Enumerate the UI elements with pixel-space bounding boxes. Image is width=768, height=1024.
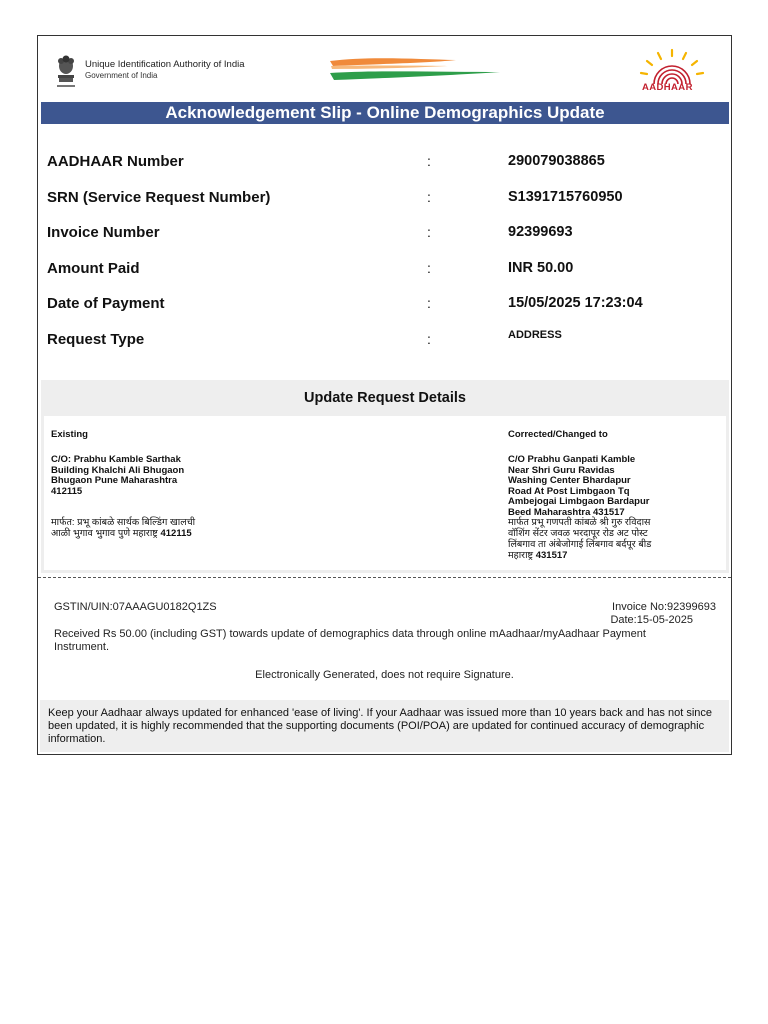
field-label: AADHAAR Number: [47, 153, 184, 170]
gstin: GSTIN/UIN:07AAAGU0182Q1ZS: [54, 601, 217, 613]
invoice-date: Date:15-05-2025: [610, 614, 693, 626]
invoice-number-row: [47, 224, 721, 244]
update-request-section: [41, 380, 729, 573]
invoice-no: Invoice No:92399693: [612, 601, 716, 613]
acknowledgement-slip: [37, 35, 732, 755]
field-label: Invoice Number: [47, 224, 160, 241]
request-type-value: ADDRESS: [508, 329, 562, 341]
payment-received-text: Received Rs 50.00 (including GST) towards update of demographics data through online mAadhaar/myAadhaar Payment Instrument.: [54, 628, 646, 653]
request-type-row: [47, 331, 721, 351]
cut-line-divider: [38, 577, 731, 578]
slip-title: Acknowledgement Slip - Online Demographics Update: [41, 102, 729, 124]
field-colon: :: [427, 260, 431, 276]
field-label: Date of Payment: [47, 295, 165, 312]
existing-address-local: मार्फत: प्रभू कांबळे सार्थक बिल्डिंग खालची आळी भुगाव भुगाव पुणे महाराष्ट्र 412115: [51, 517, 196, 539]
changed-pin: 431517: [535, 550, 568, 561]
changed-address-local: मार्फत प्रभू गणपती कांबळे श्री गुरु रविदास वॉशिंग सेंटर जवळ भरदापूर रोड अट पोस्ट लिंबगाव ता अंबेजोगाई लिंबगाव बर्दपूर बीड महाराष्ट्र 431517: [508, 517, 652, 561]
update-request-body: [44, 416, 726, 570]
srn-row: [47, 189, 721, 209]
invoice-number-value: 92399693: [508, 224, 573, 240]
field-colon: :: [427, 295, 431, 311]
field-label: SRN (Service Request Number): [47, 189, 271, 206]
existing-pin: 412115: [160, 528, 192, 539]
changed-address: C/O Prabhu Ganpati Kamble Near Shri Guru Ravidas Washing Center Bhardapur Road At Post Limbgaon Tq Ambejogai Limbgaon Bardapur Beed Maharashtra 431517: [508, 454, 650, 518]
tricolour-brush-graphic: [328, 56, 503, 84]
electronic-notice: Electronically Generated, does not require Signature.: [255, 669, 514, 681]
field-colon: :: [427, 331, 431, 347]
aadhaar-number-value: 290079038865: [508, 153, 605, 169]
org-name: Unique Identification Authority of India: [85, 59, 245, 70]
update-request-heading: Update Request Details: [304, 390, 466, 406]
changed-label: Corrected/Changed to: [508, 429, 608, 440]
update-reminder-note: [40, 700, 729, 752]
update-reminder-text: Keep your Aadhaar always updated for enhanced 'ease of living'. If your Aadhaar was issued more than 10 years back and has not since been updated, it is highly recommended that the supporting documents (POI/POA) are updated for continued accuracy of demographic information.: [48, 707, 713, 745]
aadhaar-number-row: [47, 153, 721, 173]
field-colon: :: [427, 189, 431, 205]
aadhaar-logo-text: AADHAAR: [642, 82, 693, 93]
national-emblem-icon: [55, 53, 77, 91]
field-colon: :: [427, 224, 431, 240]
existing-label: Existing: [51, 429, 88, 440]
field-colon: :: [427, 153, 431, 169]
date-of-payment-row: [47, 295, 721, 315]
existing-address: C/O: Prabhu Kamble Sarthak Building Khalchi Ali Bhugaon Bhugaon Pune Maharashtra 412115: [51, 454, 185, 497]
amount-paid-row: [47, 260, 721, 280]
org-subtitle: Government of India: [85, 71, 158, 80]
date-of-payment-value: 15/05/2025 17:23:04: [508, 295, 643, 311]
field-label: Request Type: [47, 331, 145, 348]
srn-value: S1391715760950: [508, 189, 623, 205]
field-label: Amount Paid: [47, 260, 140, 277]
amount-paid-value: INR 50.00: [508, 260, 574, 276]
